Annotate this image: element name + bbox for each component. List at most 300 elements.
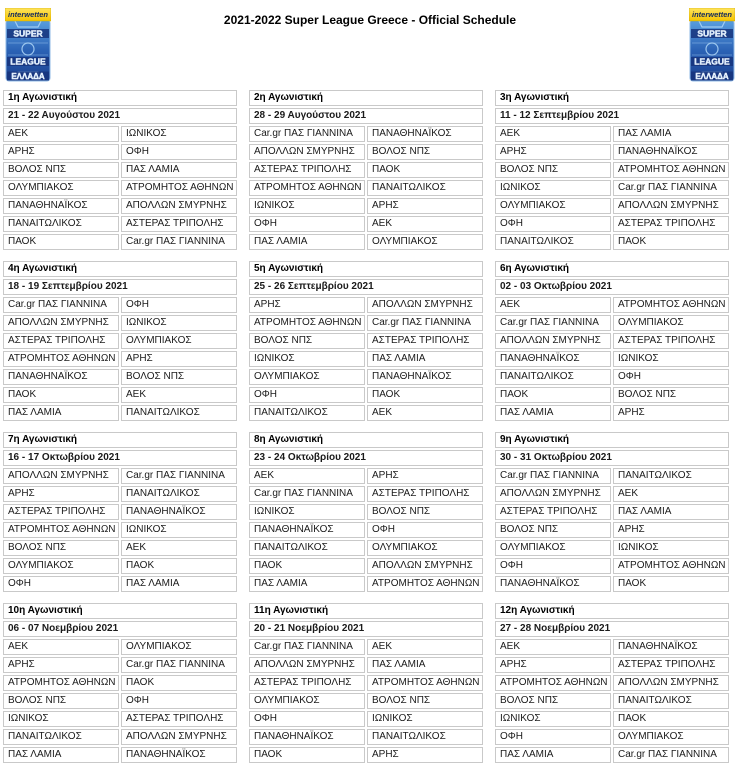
- away-team-cell: ΠΑΟΚ: [613, 234, 729, 250]
- away-team-cell: ΑΕΚ: [367, 639, 483, 655]
- home-team-cell: ΑΣΤΕΡΑΣ ΤΡΙΠΟΛΗΣ: [249, 162, 365, 178]
- schedule-grid: [0, 88, 740, 765]
- home-team-cell: ΠΑΣ ΛΑΜΙΑ: [249, 234, 365, 250]
- away-team-cell: ΠΑΝΑΙΤΩΛΙΚΟΣ: [613, 693, 729, 709]
- matchday-table: [247, 601, 485, 765]
- match-row: [495, 198, 729, 214]
- away-team-cell: ΒΟΛΟΣ ΝΠΣ: [367, 504, 483, 520]
- matchday-date: 16 - 17 Οκτωβρίου 2021: [3, 450, 237, 466]
- away-team-cell: ΑΤΡΟΜΗΤΟΣ ΑΘΗΝΩΝ: [367, 675, 483, 691]
- match-row: [3, 693, 237, 709]
- away-team-cell: ΟΛΥΜΠΙΑΚΟΣ: [367, 540, 483, 556]
- match-row: [249, 711, 483, 727]
- away-team-cell: ΠΑΟΚ: [613, 576, 729, 592]
- match-row: [249, 351, 483, 367]
- matchday-date-row: [249, 621, 483, 637]
- home-team-cell: ΠΑΝΑΘΗΝΑΪΚΟΣ: [3, 369, 119, 385]
- matchday-table: [1, 430, 239, 594]
- match-row: [249, 405, 483, 421]
- home-team-cell: ΑΣΤΕΡΑΣ ΤΡΙΠΟΛΗΣ: [3, 333, 119, 349]
- interwetten-logo-text: interwetten: [691, 10, 733, 19]
- matchday-date-row: [249, 450, 483, 466]
- match-row: [249, 180, 483, 196]
- match-row: [495, 234, 729, 250]
- match-row: [249, 468, 483, 484]
- home-team-cell: ΑΠΟΛΛΩΝ ΣΜΥΡΝΗΣ: [3, 315, 119, 331]
- match-row: [3, 639, 237, 655]
- away-team-cell: ΟΦΗ: [121, 144, 237, 160]
- away-team-cell: Car.gr ΠΑΣ ΓΙΑΝΝΙΝΑ: [121, 234, 237, 250]
- away-team-cell: Car.gr ΠΑΣ ΓΙΑΝΝΙΝΑ: [121, 657, 237, 673]
- match-row: [495, 144, 729, 160]
- away-team-cell: ΑΣΤΕΡΑΣ ΤΡΙΠΟΛΗΣ: [367, 333, 483, 349]
- away-team-cell: ΟΛΥΜΠΙΑΚΟΣ: [613, 729, 729, 745]
- match-row: [3, 657, 237, 673]
- away-team-cell: ΟΛΥΜΠΙΑΚΟΣ: [121, 639, 237, 655]
- away-team-cell: ΠΑΟΚ: [121, 558, 237, 574]
- away-team-cell: ΑΤΡΟΜΗΤΟΣ ΑΘΗΝΩΝ: [121, 180, 237, 196]
- away-team-cell: Car.gr ΠΑΣ ΓΙΑΝΝΙΝΑ: [613, 747, 729, 763]
- matchday-header-row: [3, 90, 237, 106]
- away-team-cell: ΒΟΛΟΣ ΝΠΣ: [613, 387, 729, 403]
- match-row: [249, 639, 483, 655]
- away-team-cell: ΟΦΗ: [367, 522, 483, 538]
- home-team-cell: ΠΑΟΚ: [495, 387, 611, 403]
- home-team-cell: ΟΛΥΜΠΙΑΚΟΣ: [249, 693, 365, 709]
- home-team-cell: ΟΦΗ: [249, 216, 365, 232]
- matchday-title: 1η Αγωνιστική: [3, 90, 237, 106]
- match-row: [3, 675, 237, 691]
- away-team-cell: ΙΩΝΙΚΟΣ: [121, 315, 237, 331]
- matchday-header-row: [495, 432, 729, 448]
- home-team-cell: ΟΦΗ: [495, 558, 611, 574]
- home-team-cell: ΑΕΚ: [249, 468, 365, 484]
- home-team-cell: ΠΑΝΑΙΤΩΛΙΚΟΣ: [249, 540, 365, 556]
- match-row: [249, 387, 483, 403]
- away-team-cell: ΠΑΟΚ: [121, 675, 237, 691]
- matchday-date-row: [249, 108, 483, 124]
- home-team-cell: ΟΦΗ: [249, 387, 365, 403]
- match-row: [495, 468, 729, 484]
- matchday-table: [493, 88, 731, 252]
- home-team-cell: ΑΠΟΛΛΩΝ ΣΜΥΡΝΗΣ: [495, 486, 611, 502]
- match-row: [495, 387, 729, 403]
- matchday-title: 5η Αγωνιστική: [249, 261, 483, 277]
- matchday-header-row: [249, 90, 483, 106]
- home-team-cell: ΠΑΟΚ: [249, 747, 365, 763]
- away-team-cell: ΑΕΚ: [367, 405, 483, 421]
- away-team-cell: ΟΦΗ: [121, 297, 237, 313]
- logo-word-ellada: ΕΛΛΑΔΑ: [11, 72, 45, 81]
- home-team-cell: ΑΕΚ: [3, 639, 119, 655]
- home-team-cell: ΠΑΣ ΛΑΜΙΑ: [3, 405, 119, 421]
- away-team-cell: ΑΠΟΛΛΩΝ ΣΜΥΡΝΗΣ: [613, 675, 729, 691]
- match-row: [495, 540, 729, 556]
- match-row: [495, 315, 729, 331]
- matchday-date: 25 - 26 Σεπτεμβρίου 2021: [249, 279, 483, 295]
- home-team-cell: ΟΦΗ: [495, 729, 611, 745]
- match-row: [495, 693, 729, 709]
- matchday-title: 12η Αγωνιστική: [495, 603, 729, 619]
- matchday-table: [493, 430, 731, 594]
- away-team-cell: ΑΕΚ: [121, 387, 237, 403]
- matchday-header-row: [3, 603, 237, 619]
- matchday-date-row: [495, 450, 729, 466]
- matchday-date-row: [495, 108, 729, 124]
- away-team-cell: ΑΕΚ: [367, 216, 483, 232]
- away-team-cell: ΟΦΗ: [121, 693, 237, 709]
- match-row: [3, 315, 237, 331]
- home-team-cell: ΠΑΝΑΙΤΩΛΙΚΟΣ: [3, 729, 119, 745]
- match-row: [3, 387, 237, 403]
- matchday-header-row: [3, 432, 237, 448]
- match-row: [3, 729, 237, 745]
- away-team-cell: ΒΟΛΟΣ ΝΠΣ: [367, 144, 483, 160]
- matchday-date: 11 - 12 Σεπτεμβρίου 2021: [495, 108, 729, 124]
- away-team-cell: ΑΕΚ: [613, 486, 729, 502]
- match-row: [495, 351, 729, 367]
- matchday-date: 02 - 03 Οκτωβρίου 2021: [495, 279, 729, 295]
- matchday-date: 06 - 07 Νοεμβρίου 2021: [3, 621, 237, 637]
- superleague-logo-right: [689, 8, 735, 82]
- away-team-cell: ΠΑΣ ΛΑΜΙΑ: [613, 504, 729, 520]
- match-row: [3, 216, 237, 232]
- home-team-cell: ΒΟΛΟΣ ΝΠΣ: [3, 540, 119, 556]
- match-row: [249, 540, 483, 556]
- away-team-cell: Car.gr ΠΑΣ ΓΙΑΝΝΙΝΑ: [121, 468, 237, 484]
- matchday-header-row: [495, 261, 729, 277]
- home-team-cell: ΠΑΟΚ: [3, 234, 119, 250]
- home-team-cell: ΙΩΝΙΚΟΣ: [3, 711, 119, 727]
- matchday-date: 28 - 29 Αυγούστου 2021: [249, 108, 483, 124]
- match-row: [249, 198, 483, 214]
- match-row: [495, 297, 729, 313]
- match-row: [249, 333, 483, 349]
- matchday-title: 11η Αγωνιστική: [249, 603, 483, 619]
- home-team-cell: Car.gr ΠΑΣ ΓΙΑΝΝΙΝΑ: [495, 315, 611, 331]
- away-team-cell: ΠΑΟΚ: [613, 711, 729, 727]
- away-team-cell: ΑΤΡΟΜΗΤΟΣ ΑΘΗΝΩΝ: [613, 297, 729, 313]
- away-team-cell: ΑΣΤΕΡΑΣ ΤΡΙΠΟΛΗΣ: [367, 486, 483, 502]
- home-team-cell: ΠΑΣ ΛΑΜΙΑ: [249, 576, 365, 592]
- match-row: [3, 297, 237, 313]
- home-team-cell: ΠΑΝΑΘΗΝΑΪΚΟΣ: [249, 729, 365, 745]
- match-row: [495, 162, 729, 178]
- match-row: [3, 468, 237, 484]
- home-team-cell: ΑΡΗΣ: [3, 144, 119, 160]
- page-header: [0, 0, 740, 88]
- home-team-cell: ΠΑΝΑΘΗΝΑΪΚΟΣ: [3, 198, 119, 214]
- home-team-cell: ΠΑΣ ΛΑΜΙΑ: [495, 747, 611, 763]
- away-team-cell: ΠΑΟΚ: [367, 162, 483, 178]
- home-team-cell: ΑΡΗΣ: [495, 144, 611, 160]
- matchday-table: [493, 601, 731, 765]
- home-team-cell: ΒΟΛΟΣ ΝΠΣ: [495, 522, 611, 538]
- logo-word-league: LEAGUE: [694, 56, 730, 67]
- away-team-cell: ΠΑΣ ΛΑΜΙΑ: [121, 162, 237, 178]
- away-team-cell: ΑΡΗΣ: [613, 405, 729, 421]
- away-team-cell: ΠΑΝΑΘΗΝΑΪΚΟΣ: [613, 144, 729, 160]
- match-row: [3, 162, 237, 178]
- match-row: [495, 126, 729, 142]
- home-team-cell: ΑΕΚ: [495, 297, 611, 313]
- match-row: [249, 126, 483, 142]
- matchday-table: [493, 259, 731, 423]
- match-row: [249, 234, 483, 250]
- home-team-cell: ΠΑΣ ΛΑΜΙΑ: [495, 405, 611, 421]
- match-row: [3, 369, 237, 385]
- home-team-cell: ΙΩΝΙΚΟΣ: [495, 711, 611, 727]
- match-row: [3, 504, 237, 520]
- away-team-cell: ΠΑΝΑΙΤΩΛΙΚΟΣ: [367, 729, 483, 745]
- match-row: [249, 144, 483, 160]
- logo-word-ellada: ΕΛΛΑΔΑ: [695, 72, 729, 81]
- matchday-header-row: [495, 90, 729, 106]
- matchday-title: 7η Αγωνιστική: [3, 432, 237, 448]
- home-team-cell: ΒΟΛΟΣ ΝΠΣ: [249, 333, 365, 349]
- superleague-logo-left: [5, 8, 51, 82]
- match-row: [3, 144, 237, 160]
- superleague-logo-icon: [689, 8, 735, 82]
- matchday-date: 27 - 28 Νοεμβρίου 2021: [495, 621, 729, 637]
- matchday-title: 10η Αγωνιστική: [3, 603, 237, 619]
- matchday-date: 23 - 24 Οκτωβρίου 2021: [249, 450, 483, 466]
- away-team-cell: ΑΣΤΕΡΑΣ ΤΡΙΠΟΛΗΣ: [121, 711, 237, 727]
- home-team-cell: ΑΕΚ: [495, 639, 611, 655]
- away-team-cell: ΑΡΗΣ: [121, 351, 237, 367]
- away-team-cell: ΠΑΝΑΙΤΩΛΙΚΟΣ: [367, 180, 483, 196]
- match-row: [495, 729, 729, 745]
- home-team-cell: ΑΤΡΟΜΗΤΟΣ ΑΘΗΝΩΝ: [249, 180, 365, 196]
- home-team-cell: ΒΟΛΟΣ ΝΠΣ: [3, 162, 119, 178]
- away-team-cell: ΠΑΝΑΙΤΩΛΙΚΟΣ: [613, 468, 729, 484]
- logo-word-super: SUPER: [697, 28, 727, 39]
- matchday-table: [247, 88, 485, 252]
- away-team-cell: ΑΣΤΕΡΑΣ ΤΡΙΠΟΛΗΣ: [613, 216, 729, 232]
- matchday-title: 2η Αγωνιστική: [249, 90, 483, 106]
- match-row: [249, 657, 483, 673]
- match-row: [249, 522, 483, 538]
- matchday-header-row: [3, 261, 237, 277]
- home-team-cell: ΠΑΝΑΙΤΩΛΙΚΟΣ: [495, 234, 611, 250]
- matchday-title: 8η Αγωνιστική: [249, 432, 483, 448]
- match-row: [249, 369, 483, 385]
- match-row: [3, 540, 237, 556]
- match-row: [249, 297, 483, 313]
- match-row: [249, 693, 483, 709]
- match-row: [249, 675, 483, 691]
- match-row: [3, 576, 237, 592]
- away-team-cell: ΟΛΥΜΠΙΑΚΟΣ: [121, 333, 237, 349]
- match-row: [3, 711, 237, 727]
- away-team-cell: ΟΛΥΜΠΙΑΚΟΣ: [613, 315, 729, 331]
- home-team-cell: ΠΑΝΑΘΗΝΑΪΚΟΣ: [495, 576, 611, 592]
- match-row: [3, 234, 237, 250]
- home-team-cell: ΑΠΟΛΛΩΝ ΣΜΥΡΝΗΣ: [3, 468, 119, 484]
- match-row: [249, 576, 483, 592]
- matchday-header-row: [249, 261, 483, 277]
- match-row: [495, 576, 729, 592]
- match-row: [495, 639, 729, 655]
- away-team-cell: ΑΡΗΣ: [367, 468, 483, 484]
- match-row: [495, 711, 729, 727]
- away-team-cell: ΠΑΝΑΘΗΝΑΪΚΟΣ: [121, 504, 237, 520]
- away-team-cell: ΙΩΝΙΚΟΣ: [613, 540, 729, 556]
- match-row: [3, 558, 237, 574]
- home-team-cell: Car.gr ΠΑΣ ΓΙΑΝΝΙΝΑ: [249, 486, 365, 502]
- home-team-cell: ΑΡΗΣ: [249, 297, 365, 313]
- matchday-date: 18 - 19 Σεπτεμβρίου 2021: [3, 279, 237, 295]
- match-row: [495, 558, 729, 574]
- matchday-date-row: [3, 108, 237, 124]
- away-team-cell: ΑΠΟΛΛΩΝ ΣΜΥΡΝΗΣ: [121, 729, 237, 745]
- match-row: [495, 216, 729, 232]
- home-team-cell: ΠΑΝΑΙΤΩΛΙΚΟΣ: [3, 216, 119, 232]
- matchday-header-row: [495, 603, 729, 619]
- match-row: [249, 315, 483, 331]
- match-row: [495, 522, 729, 538]
- away-team-cell: ΒΟΛΟΣ ΝΠΣ: [121, 369, 237, 385]
- home-team-cell: ΟΛΥΜΠΙΑΚΟΣ: [495, 540, 611, 556]
- away-team-cell: ΟΦΗ: [613, 369, 729, 385]
- match-row: [249, 486, 483, 502]
- away-team-cell: ΙΩΝΙΚΟΣ: [121, 522, 237, 538]
- away-team-cell: ΒΟΛΟΣ ΝΠΣ: [367, 693, 483, 709]
- match-row: [3, 126, 237, 142]
- away-team-cell: ΠΑΝΑΘΗΝΑΪΚΟΣ: [121, 747, 237, 763]
- home-team-cell: ΙΩΝΙΚΟΣ: [495, 180, 611, 196]
- home-team-cell: ΑΠΟΛΛΩΝ ΣΜΥΡΝΗΣ: [249, 144, 365, 160]
- away-team-cell: ΑΡΗΣ: [613, 522, 729, 538]
- away-team-cell: ΑΤΡΟΜΗΤΟΣ ΑΘΗΝΩΝ: [613, 162, 729, 178]
- away-team-cell: ΙΩΝΙΚΟΣ: [121, 126, 237, 142]
- home-team-cell: ΠΑΟΚ: [249, 558, 365, 574]
- away-team-cell: ΙΩΝΙΚΟΣ: [613, 351, 729, 367]
- match-row: [3, 747, 237, 763]
- home-team-cell: ΙΩΝΙΚΟΣ: [249, 351, 365, 367]
- home-team-cell: ΠΑΟΚ: [3, 387, 119, 403]
- match-row: [249, 558, 483, 574]
- home-team-cell: ΑΤΡΟΜΗΤΟΣ ΑΘΗΝΩΝ: [3, 522, 119, 538]
- home-team-cell: ΑΕΚ: [495, 126, 611, 142]
- home-team-cell: ΑΣΤΕΡΑΣ ΤΡΙΠΟΛΗΣ: [495, 504, 611, 520]
- matchday-table: [1, 601, 239, 765]
- matchday-date: 30 - 31 Οκτωβρίου 2021: [495, 450, 729, 466]
- away-team-cell: Car.gr ΠΑΣ ΓΙΑΝΝΙΝΑ: [613, 180, 729, 196]
- away-team-cell: ΑΤΡΟΜΗΤΟΣ ΑΘΗΝΩΝ: [613, 558, 729, 574]
- home-team-cell: ΑΕΚ: [3, 126, 119, 142]
- match-row: [249, 162, 483, 178]
- home-team-cell: ΒΟΛΟΣ ΝΠΣ: [495, 693, 611, 709]
- away-team-cell: ΠΑΣ ΛΑΜΙΑ: [367, 351, 483, 367]
- home-team-cell: Car.gr ΠΑΣ ΓΙΑΝΝΙΝΑ: [249, 639, 365, 655]
- matchday-date-row: [249, 279, 483, 295]
- match-row: [495, 486, 729, 502]
- matchday-table: [247, 430, 485, 594]
- home-team-cell: ΙΩΝΙΚΟΣ: [249, 198, 365, 214]
- home-team-cell: ΠΑΝΑΘΗΝΑΪΚΟΣ: [249, 522, 365, 538]
- match-row: [495, 333, 729, 349]
- away-team-cell: ΠΑΟΚ: [367, 387, 483, 403]
- match-row: [495, 369, 729, 385]
- home-team-cell: ΠΑΝΑΙΤΩΛΙΚΟΣ: [249, 405, 365, 421]
- away-team-cell: ΠΑΝΑΙΤΩΛΙΚΟΣ: [121, 486, 237, 502]
- superleague-logo-icon: [5, 8, 51, 82]
- matchday-table: [1, 88, 239, 252]
- away-team-cell: ΠΑΣ ΛΑΜΙΑ: [121, 576, 237, 592]
- match-row: [3, 522, 237, 538]
- matchday-date-row: [3, 621, 237, 637]
- home-team-cell: ΟΦΗ: [495, 216, 611, 232]
- home-team-cell: ΠΑΣ ΛΑΜΙΑ: [3, 747, 119, 763]
- away-team-cell: ΑΣΤΕΡΑΣ ΤΡΙΠΟΛΗΣ: [613, 333, 729, 349]
- match-row: [495, 504, 729, 520]
- home-team-cell: ΑΡΗΣ: [3, 657, 119, 673]
- match-row: [3, 351, 237, 367]
- matchday-title: 9η Αγωνιστική: [495, 432, 729, 448]
- match-row: [495, 180, 729, 196]
- match-row: [495, 657, 729, 673]
- matchday-title: 6η Αγωνιστική: [495, 261, 729, 277]
- matchday-title: 4η Αγωνιστική: [3, 261, 237, 277]
- matchday-date-row: [3, 279, 237, 295]
- matchday-date-row: [495, 621, 729, 637]
- home-team-cell: ΑΤΡΟΜΗΤΟΣ ΑΘΗΝΩΝ: [3, 351, 119, 367]
- away-team-cell: ΑΡΗΣ: [367, 198, 483, 214]
- home-team-cell: ΟΦΗ: [3, 576, 119, 592]
- away-team-cell: ΑΠΟΛΛΩΝ ΣΜΥΡΝΗΣ: [613, 198, 729, 214]
- match-row: [495, 747, 729, 763]
- home-team-cell: Car.gr ΠΑΣ ΓΙΑΝΝΙΝΑ: [495, 468, 611, 484]
- page-title: 2021-2022 Super League Greece - Official Schedule: [223, 13, 517, 27]
- match-row: [3, 486, 237, 502]
- away-team-cell: ΑΣΤΕΡΑΣ ΤΡΙΠΟΛΗΣ: [613, 657, 729, 673]
- home-team-cell: ΟΛΥΜΠΙΑΚΟΣ: [3, 180, 119, 196]
- logo-word-super: SUPER: [13, 28, 43, 39]
- matchday-table: [1, 259, 239, 423]
- away-team-cell: ΠΑΝΑΘΗΝΑΪΚΟΣ: [367, 126, 483, 142]
- home-team-cell: ΟΦΗ: [249, 711, 365, 727]
- match-row: [495, 675, 729, 691]
- match-row: [3, 180, 237, 196]
- away-team-cell: ΑΤΡΟΜΗΤΟΣ ΑΘΗΝΩΝ: [367, 576, 483, 592]
- home-team-cell: ΒΟΛΟΣ ΝΠΣ: [495, 162, 611, 178]
- interwetten-logo-text: interwetten: [7, 10, 49, 19]
- away-team-cell: ΑΡΗΣ: [367, 747, 483, 763]
- home-team-cell: ΑΤΡΟΜΗΤΟΣ ΑΘΗΝΩΝ: [3, 675, 119, 691]
- match-row: [249, 216, 483, 232]
- home-team-cell: ΟΛΥΜΠΙΑΚΟΣ: [495, 198, 611, 214]
- away-team-cell: ΑΕΚ: [121, 540, 237, 556]
- home-team-cell: ΑΠΟΛΛΩΝ ΣΜΥΡΝΗΣ: [249, 657, 365, 673]
- home-team-cell: ΟΛΥΜΠΙΑΚΟΣ: [249, 369, 365, 385]
- away-team-cell: ΠΑΝΑΘΗΝΑΪΚΟΣ: [613, 639, 729, 655]
- matchday-date-row: [495, 279, 729, 295]
- home-team-cell: ΑΣΤΕΡΑΣ ΤΡΙΠΟΛΗΣ: [249, 675, 365, 691]
- away-team-cell: ΠΑΝΑΙΤΩΛΙΚΟΣ: [121, 405, 237, 421]
- match-row: [495, 405, 729, 421]
- home-team-cell: ΒΟΛΟΣ ΝΠΣ: [3, 693, 119, 709]
- away-team-cell: ΑΠΟΛΛΩΝ ΣΜΥΡΝΗΣ: [121, 198, 237, 214]
- match-row: [249, 729, 483, 745]
- away-team-cell: ΠΑΣ ΛΑΜΙΑ: [613, 126, 729, 142]
- home-team-cell: Car.gr ΠΑΣ ΓΙΑΝΝΙΝΑ: [3, 297, 119, 313]
- home-team-cell: ΑΡΗΣ: [3, 486, 119, 502]
- away-team-cell: ΠΑΝΑΘΗΝΑΪΚΟΣ: [367, 369, 483, 385]
- home-team-cell: ΑΤΡΟΜΗΤΟΣ ΑΘΗΝΩΝ: [495, 675, 611, 691]
- matchday-header-row: [249, 432, 483, 448]
- home-team-cell: ΑΡΗΣ: [495, 657, 611, 673]
